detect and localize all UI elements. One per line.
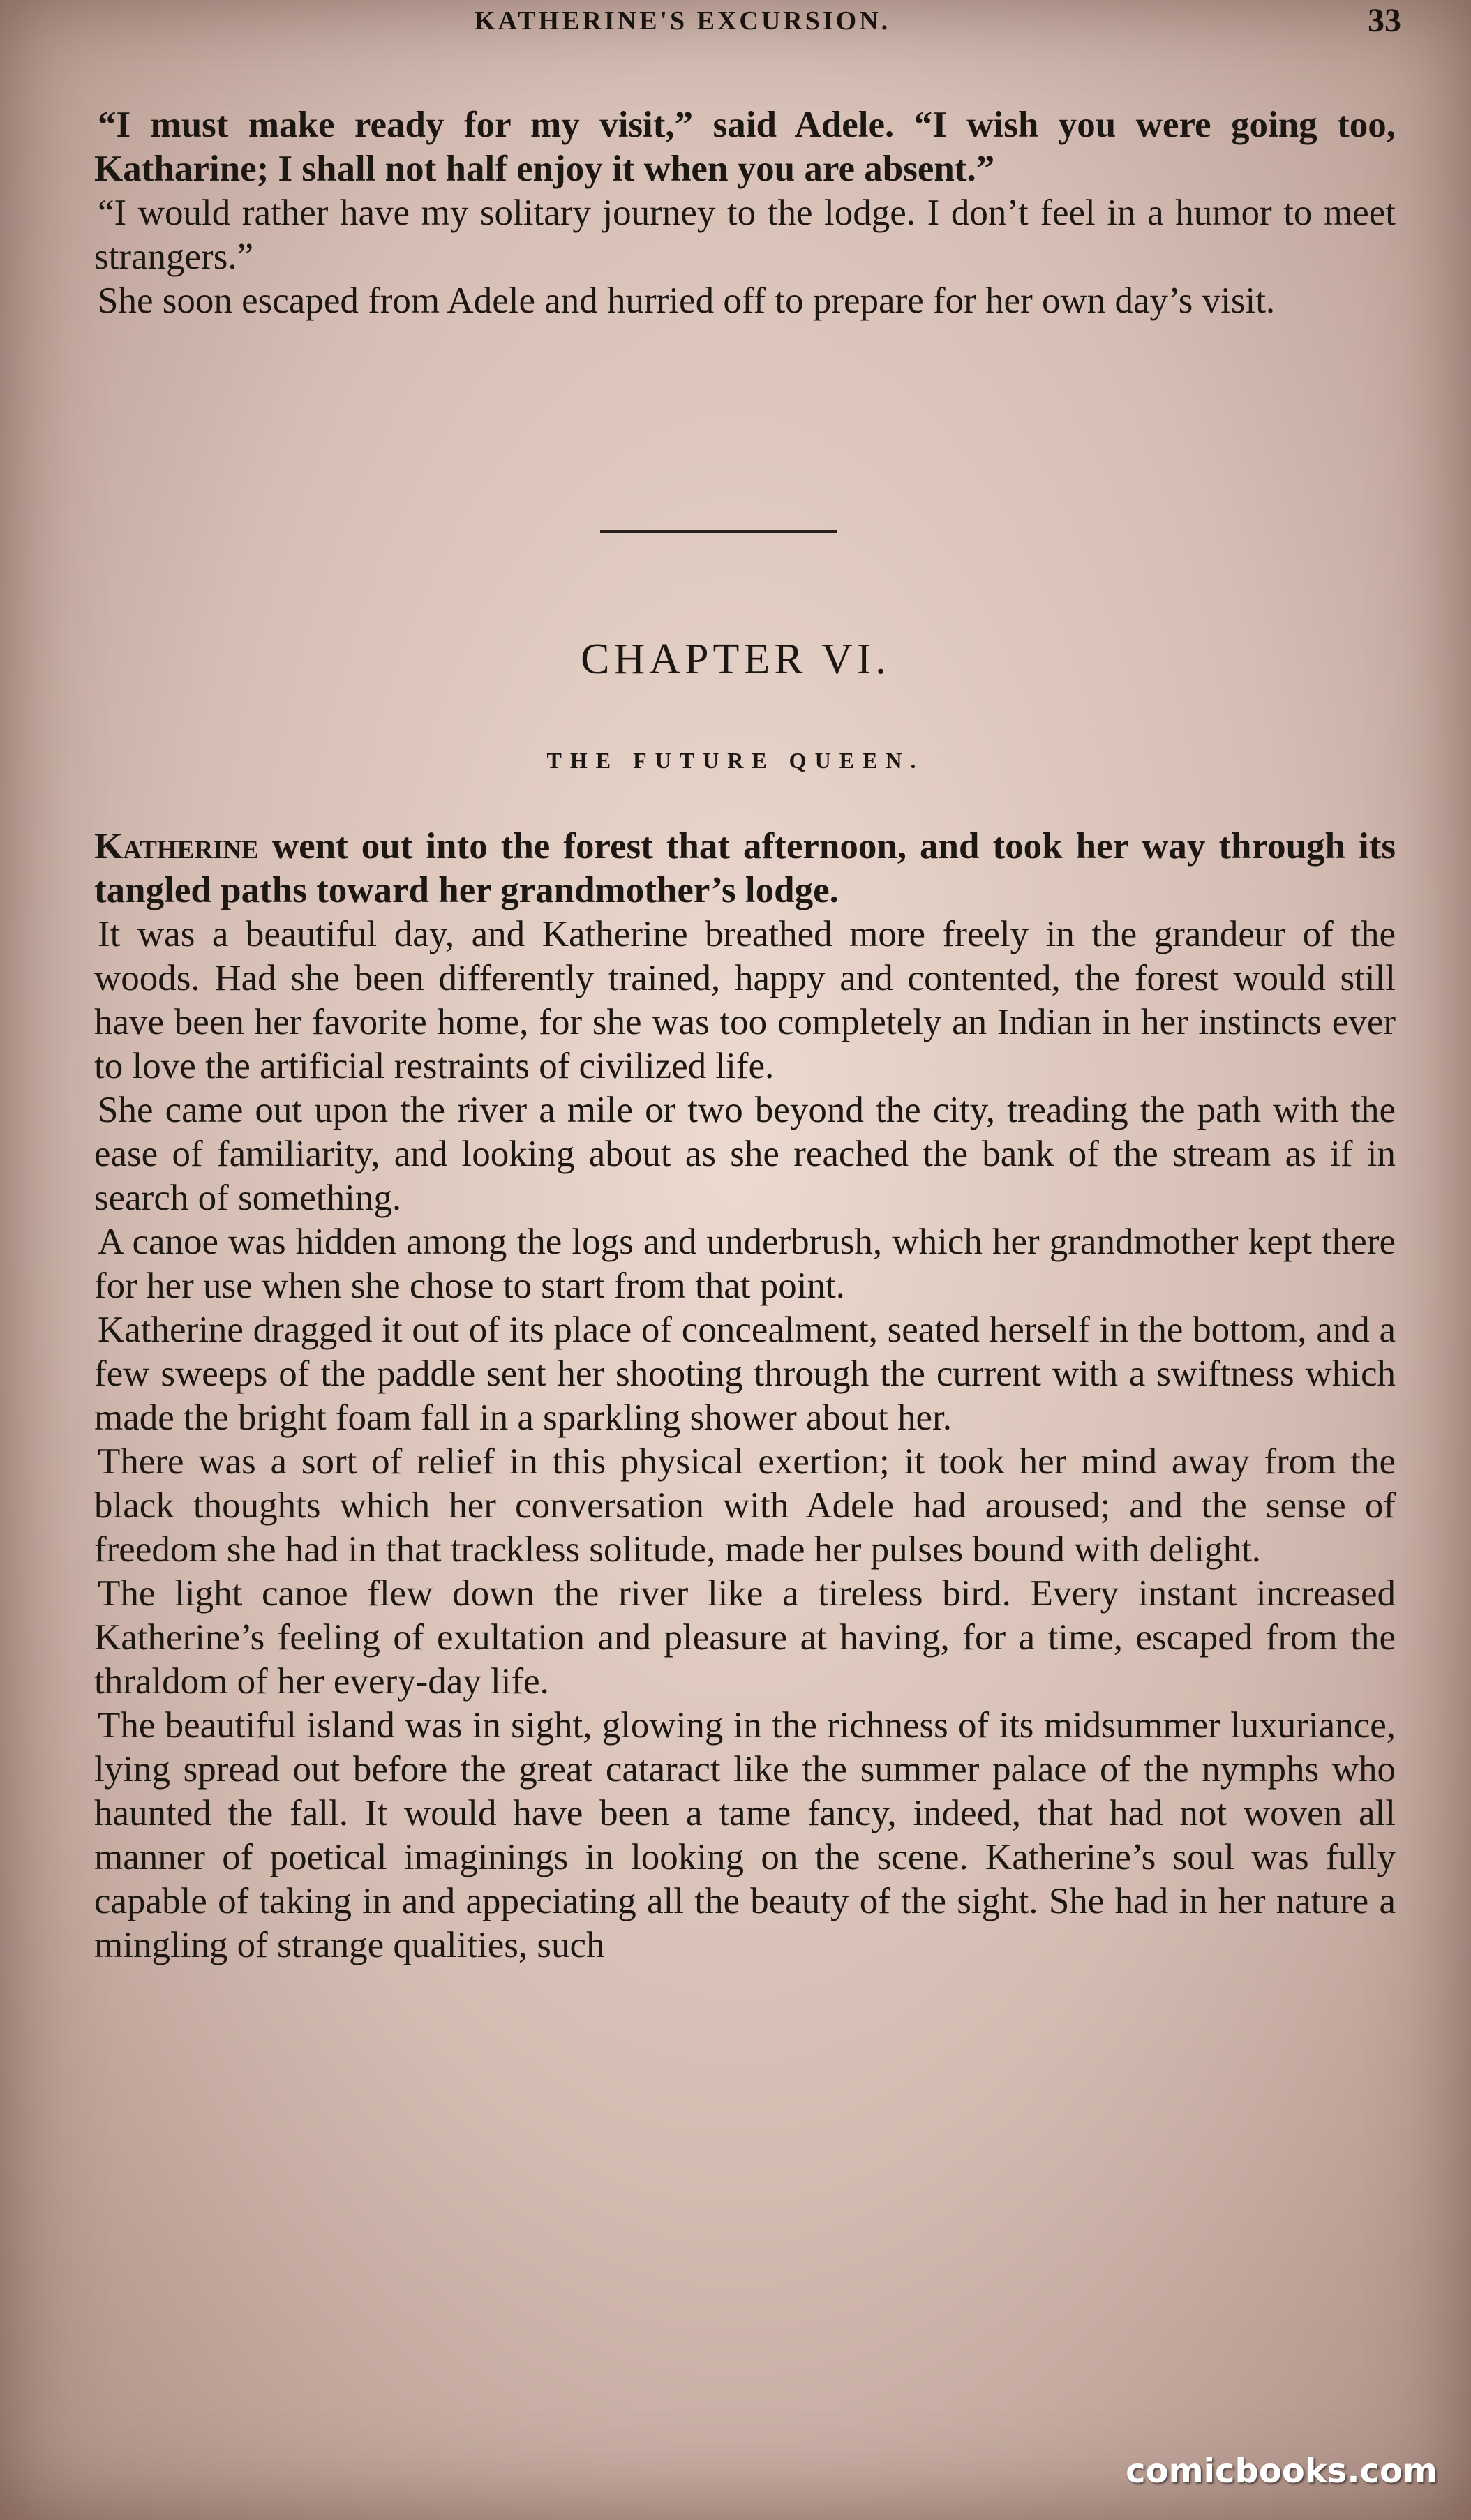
paragraph: The beautiful island was in sight, glowing in the richness of its midsummer luxuriance, lying spread out before the great cataract like the summer palace of the nymphs who haunted the fall. It would have been a tame fancy, indeed, that had not woven all manner of poetical imaginings in looking on the scene. Katherine’s soul was fully capable of taking in and appeciating all the beauty of the sight. She had in her nature a mingling of strange qualities, such — [94, 1705, 1396, 1965]
paragraph: It was a beautiful day, and Katherine breathed more freely in the grandeur of the woods. Had she been differently trained, happy and contented, the forest would still have been her favorite home, for she was too completely an Indian in her instincts ever to love the artificial restraints of civilized life. — [94, 914, 1396, 1086]
paragraph: The light canoe flew down the river like a tireless bird. Every instant increased Katherine’s feeling of exultation and pleasure at having, for a time, escaped from the thraldom of her every-day life. — [94, 1573, 1396, 1702]
paragraph: There was a sort of relief in this physical exertion; it took her mind away from the black thoughts which her conversation with Adele had aroused; and the sense of freedom she had in that trackless solitude, made her pulses bound with delight. — [94, 1441, 1396, 1570]
paragraph: Katherine dragged it out of its place of concealment, seated herself in the bottom, and a few sweeps of the paddle sent her shooting through the current with a swiftness which made the bright foam fall in a sparkling shower about her. — [94, 1310, 1396, 1438]
chapter-subtitle: THE FUTURE QUEEN. — [546, 748, 925, 773]
paragraph — [94, 825, 1396, 913]
paragraph: “I must make ready for my visit,” said Adele. “I wish you were going too, Katharine; I shall not half enjoy it when you are absent.” — [94, 105, 1396, 189]
chapter-body — [94, 825, 1396, 1967]
paragraph: “I would rather have my solitary journey to the lodge. I don’t feel in a humor to meet strangers.” — [94, 193, 1396, 277]
running-title: KATHERINE'S EXCURSION. — [475, 6, 891, 36]
drop-word: Katherine — [94, 826, 259, 867]
chapter-heading: CHAPTER VI. — [581, 636, 890, 683]
page-number: 33 — [1368, 2, 1401, 39]
running-header — [0, 0, 1471, 42]
paragraph: She came out upon the river a mile or two beyond the city, treading the path with the ease of familiarity, and looking about as she reached the bank of the stream as if in search of something. — [94, 1090, 1396, 1218]
watermark-logo: comicbooks.com — [1126, 2452, 1438, 2491]
previous-chapter-ending — [94, 103, 1396, 323]
paragraph-text: went out into the forest that afternoon, and took her way through its tangled paths toward her grandmother’s lodge. — [94, 826, 1396, 910]
paragraph: She soon escaped from Adele and hurried off to prepare for her own day’s visit. — [98, 280, 1276, 321]
section-divider — [600, 530, 837, 533]
paragraph: A canoe was hidden among the logs and underbrush, which her grandmother kept there for her use when she chose to start from that point. — [94, 1222, 1396, 1306]
